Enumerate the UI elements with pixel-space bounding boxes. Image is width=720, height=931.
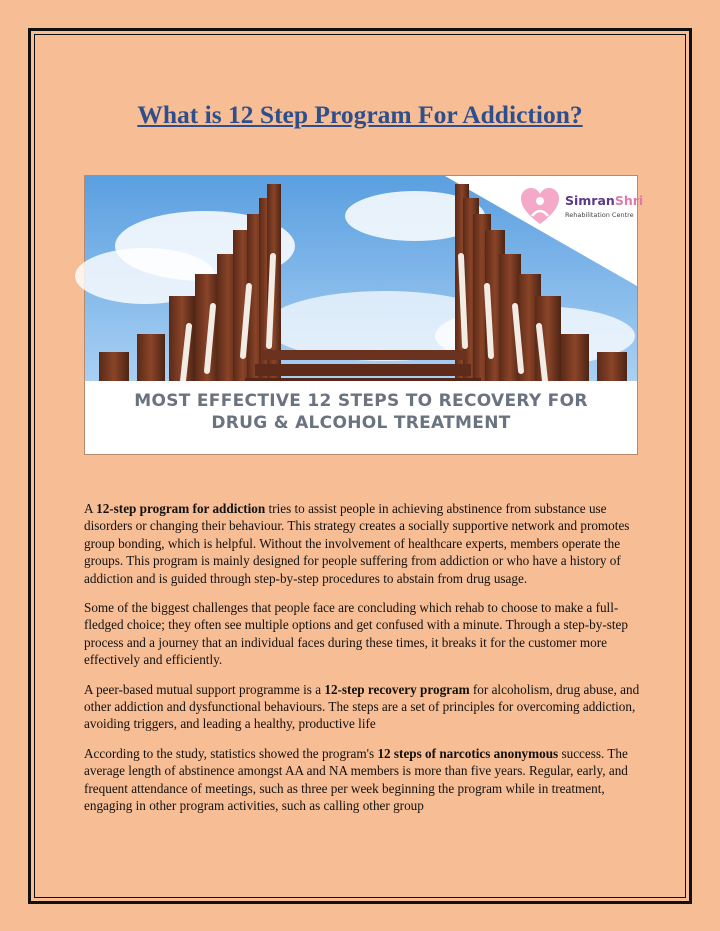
hero-banner-image [84, 175, 644, 455]
banner-caption-line-2: DRUG & ALCOHOL TREATMENT [211, 413, 511, 433]
bold-term: 12 steps of narcotics anonymous [377, 745, 559, 761]
paragraph-4: According to the study, statistics showed the program's 12 steps of narcotics anonymous success. The average length of abstinence amongst AA and NA members is more than five years. Regular, early, and frequent attendance of meetings, such as three per week beginning the program while in treatment, engaging in other program activities, such as calling other group [84, 745, 628, 814]
bold-term: 12-step recovery program [324, 681, 470, 697]
heart-logo-icon [519, 186, 561, 228]
simranshri-logo [519, 184, 644, 230]
page-title: What is 12 Step Program For Addiction? [137, 100, 583, 129]
paragraph-2: Some of the biggest challenges that people face are concluding which rehab to choose to make a full-fledged choice; they often see multiple options and get confused with a minute. Through a step-by-step process and a journey that an individual faces during these times, it breaks it for the customer more effectively and efficiently. [84, 600, 628, 668]
article-body [84, 500, 644, 827]
logo-name: SimranShri [565, 193, 644, 208]
paragraph-1: A 12-step program for addiction tries to assist people in achieving abstinence from substance use disorders or changing their behaviour. This strategy creates a socially supportive network and promotes group bonding, which is helpful. Without the involvement of healthcare experts, members operate the groups. This program is mainly designed for people suffering from addiction or who have a history of addiction and is guided through step-by-step procedures to abstain from drug usage. [84, 501, 630, 586]
paragraph-3: A peer-based mutual support programme is a 12-step recovery program for alcoholism, drug abuse, and other addiction and dysfunctional behaviours. The steps are a set of principles for overcoming addiction, avoiding triggers, and leading a healthy, productive life [84, 681, 640, 732]
banner-caption [85, 390, 637, 434]
banner-caption-line-1: MOST EFFECTIVE 12 STEPS TO RECOVERY FOR [134, 391, 588, 411]
bold-term: 12-step program for addiction [96, 501, 266, 516]
logo-subtitle: Rehabilitation Centre [565, 211, 634, 219]
